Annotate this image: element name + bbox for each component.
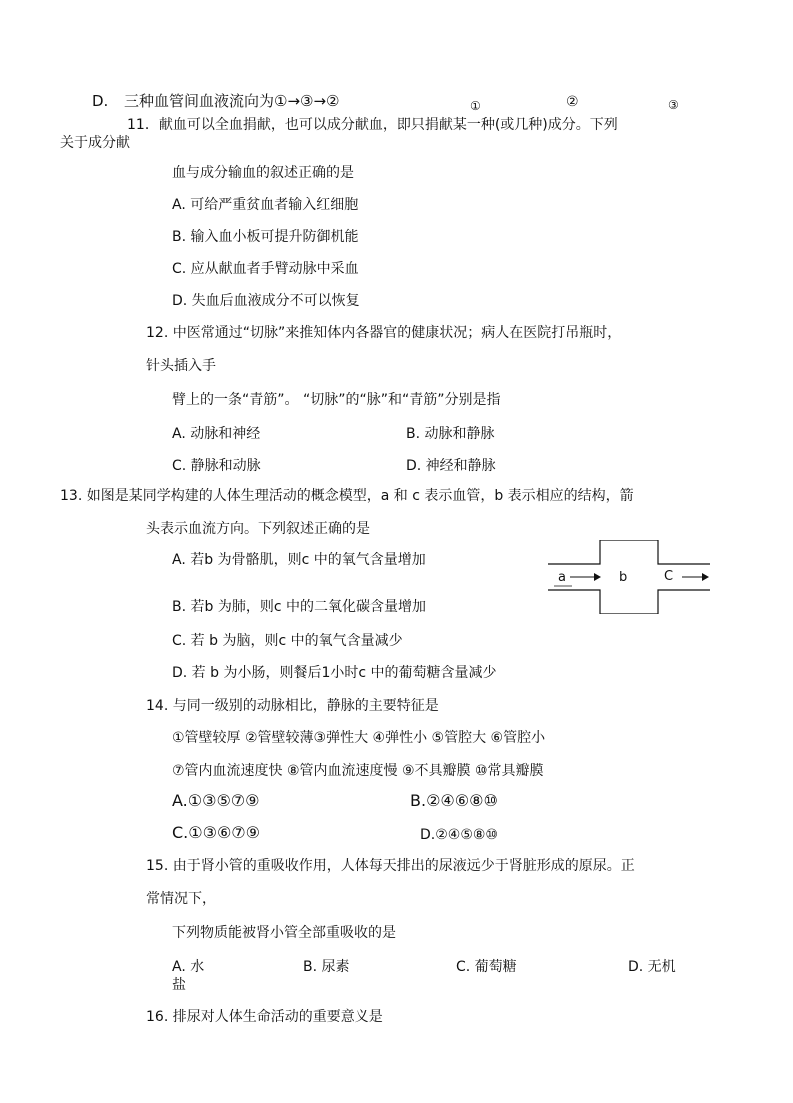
q11-option-a: A. 可给严重贫血者输入红细胞 xyxy=(172,197,359,213)
q12-option-b: B. 动脉和静脉 xyxy=(406,426,495,442)
q13-stem-line2: 头表示血流方向。下列叙述正确的是 xyxy=(146,521,370,537)
q12-option-c: C. 静脉和动脉 xyxy=(172,458,261,474)
q10-label-2: ② xyxy=(566,94,579,110)
q15-option-d-wrap: 盐 xyxy=(172,977,186,993)
q12-stem-line1: 12. 中医常通过“切脉”来推知体内各器官的健康状况；病人在医院打吊瓶时， xyxy=(146,325,622,341)
q15-stem-line3: 下列物质能被肾小管全部重吸收的是 xyxy=(172,925,396,941)
q14-option-b: B.②④⑥⑧⑩ xyxy=(410,791,498,810)
q14-items-row2: ⑦管内血流速度快 ⑧管内血流速度慢 ⑨不具瓣膜 ⑩常具瓣膜 xyxy=(172,763,544,779)
q10-option-d-text: 三种血管间血液流向为①→③→② xyxy=(124,92,340,110)
q11-stem-line1: 11．献血可以全血捐献，也可以成分献血，即只捐献某一种(或几种)成分。下列 xyxy=(127,117,618,133)
diagram-cross-outline-bottom xyxy=(548,590,710,614)
diagram-arrowhead-c xyxy=(702,573,709,581)
q14-option-c: C.①③⑥⑦⑨ xyxy=(172,823,260,842)
q15-stem-line1: 15. 由于肾小管的重吸收作用，人体每天排出的尿液远少于肾脏形成的原尿。正 xyxy=(146,858,635,874)
q15-option-b: B. 尿素 xyxy=(303,959,350,975)
q14-option-a: A.①③⑤⑦⑨ xyxy=(172,791,260,810)
diagram-cross-outline xyxy=(548,540,710,564)
q13-option-b: B. 若b 为肺，则c 中的二氧化碳含量增加 xyxy=(172,599,426,615)
q14-items-row1: ①管壁较厚 ②管壁较薄③弹性大 ④弹性小 ⑤管腔大 ⑥管腔小 xyxy=(172,730,546,746)
q11-stem-line3: 血与成分输血的叙述正确的是 xyxy=(172,165,354,181)
q12-stem-line2: 针头插入手 xyxy=(146,358,216,374)
q16-stem: 16. 排尿对人体生命活动的重要意义是 xyxy=(146,1009,383,1025)
q12-stem-line3: 臂上的一条“青筋”。 “切脉”的“脉”和“青筋”分别是指 xyxy=(172,392,501,408)
q13-option-c: C. 若 b 为脑，则c 中的氧气含量减少 xyxy=(172,633,403,649)
q10-option-d-letter: D. xyxy=(92,92,109,110)
diagram-arrowhead-a xyxy=(594,573,601,581)
q13-option-a: A. 若b 为骨骼肌，则c 中的氧气含量增加 xyxy=(172,552,426,568)
q11-option-d: D. 失血后血液成分不可以恢复 xyxy=(172,293,360,309)
q12-option-d: D. 神经和静脉 xyxy=(406,458,496,474)
q14-stem: 14. 与同一级别的动脉相比，静脉的主要特征是 xyxy=(146,698,439,714)
q13-concept-diagram xyxy=(548,540,710,614)
diagram-label-a: a xyxy=(558,570,566,585)
q13-option-d: D. 若 b 为小肠，则餐后1小时c 中的葡萄糖含量减少 xyxy=(172,665,497,681)
diagram-label-b: b xyxy=(619,570,628,585)
q11-option-b: B. 输入血小板可提升防御机能 xyxy=(172,229,359,245)
diagram-label-c: C xyxy=(664,569,674,584)
q11-option-c: C. 应从献血者手臂动脉中采血 xyxy=(172,261,359,277)
q15-option-c: C. 葡萄糖 xyxy=(456,959,517,975)
q12-option-a: A. 动脉和神经 xyxy=(172,426,261,442)
q10-label-1: ① xyxy=(470,99,481,113)
q13-stem-line1: 13. 如图是某同学构建的人体生理活动的概念模型，a 和 c 表示血管，b 表示相应的结构，箭 xyxy=(60,488,634,504)
q15-option-d: D. 无机 xyxy=(628,959,676,975)
q15-stem-line2: 常情况下， xyxy=(146,891,216,907)
q11-stem-line2: 关于成分献 xyxy=(60,135,130,151)
q15-option-a: A. 水 xyxy=(172,959,205,975)
q14-option-d: D.②④⑤⑧⑩ xyxy=(420,827,498,843)
q10-label-3: ③ xyxy=(668,98,679,112)
